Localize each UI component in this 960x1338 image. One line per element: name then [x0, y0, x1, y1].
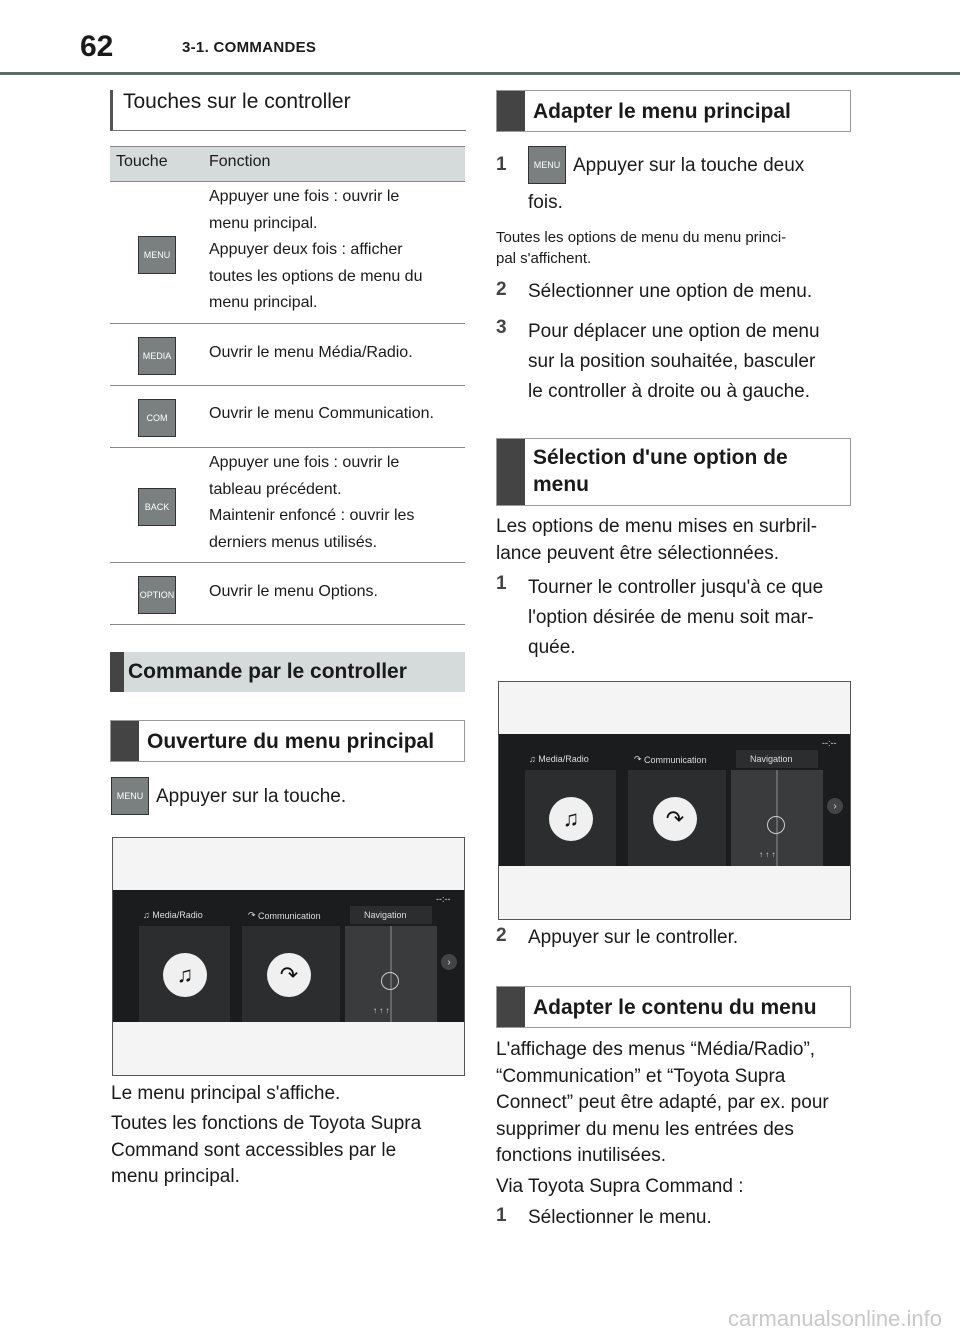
position-marker-icon [381, 972, 399, 990]
tab-navigation [736, 750, 818, 768]
tile-media [139, 926, 230, 1022]
page-number: 62 [80, 30, 114, 63]
com-key-icon: COM [138, 399, 176, 437]
section-ouverture-title: Ouverture du menu principal [147, 729, 435, 753]
col-header-touche: Touche [116, 153, 168, 170]
lane-arrows: ↑ ↑ ↑ [373, 1006, 390, 1015]
menu-affiche-text: Le menu principal s'affiche. [111, 1083, 341, 1104]
screenshot-main-menu [112, 837, 465, 1076]
step-text: Appuyer sur la touche deux [573, 155, 805, 176]
tile-navigation-map [731, 770, 823, 866]
section-adapter-menu [496, 90, 851, 132]
lane-arrows: ↑ ↑ ↑ [759, 850, 776, 859]
menu-key-icon: MENU [111, 777, 149, 815]
section-bar [111, 721, 139, 761]
tab-navigation [350, 906, 432, 924]
clock: --:-- [436, 894, 451, 904]
media-key-icon: MEDIA [138, 337, 176, 375]
section-bar [497, 987, 525, 1027]
step-number: 2 [496, 925, 507, 946]
para-line: “Communication” et “Toyota Supra [496, 1065, 786, 1087]
section-selection-title [525, 439, 796, 505]
para-line: lance peuvent être sélectionnées. [496, 542, 780, 564]
menu-key-icon: MENU [528, 146, 566, 184]
title-line: Sélection d'une option de [533, 446, 788, 469]
music-note-icon: ♫ [163, 953, 207, 997]
tile-communication [242, 926, 340, 1022]
tile-communication [628, 770, 726, 866]
fn-line: Appuyer deux fois : afficher [209, 241, 403, 258]
tab-label: Navigation [364, 910, 407, 920]
step-line: le controller à droite ou à gauche. [528, 381, 811, 402]
step-line: sur la position souhaitée, basculer [528, 351, 816, 372]
tab-label: Communication [644, 754, 707, 765]
header-rule [0, 72, 960, 75]
section-ouverture [110, 720, 465, 762]
chevron-right-icon: › [441, 954, 457, 970]
para-line: L'affichage des menus “Média/Radio”, [496, 1039, 816, 1060]
table-bottom-rule [110, 624, 465, 625]
step-text [528, 317, 820, 407]
fn-line: derniers menus utilisés. [209, 533, 378, 551]
step-text-cont: fois. [528, 192, 563, 213]
step-line: quée. [528, 637, 576, 658]
tab-communication [634, 754, 707, 765]
step-line: Tourner le controller jusqu'à ce que [528, 577, 824, 598]
fonctions-paragraph [111, 1111, 421, 1191]
step-number: 2 [496, 279, 507, 300]
para-line: Command sont accessibles par le [111, 1139, 397, 1161]
fn-line: menu principal. [209, 294, 318, 311]
table-row-function: Ouvrir le menu Communication. [209, 405, 434, 422]
section-commande-title: Commande par le controller [128, 660, 407, 683]
para-line: Les options de menu mises en surbril- [496, 516, 818, 537]
phone-icon: ↷ [248, 910, 259, 920]
music-note-icon: ♫ [549, 797, 593, 841]
tab-label: Communication [258, 910, 321, 921]
tab-media-radio [529, 754, 589, 764]
screen-display [499, 734, 850, 866]
phone-icon: ↷ [634, 754, 645, 764]
step-number: 3 [496, 317, 507, 338]
tile-navigation-map [345, 926, 437, 1022]
tab-label: Media/Radio [152, 910, 203, 920]
table-row-function: Ouvrir le menu Options. [209, 583, 378, 600]
position-marker-icon [767, 816, 785, 834]
note-line: pal s'affichent. [496, 250, 592, 267]
note-text [496, 227, 786, 269]
step-text: Sélectionner le menu. [528, 1207, 712, 1228]
table-row-rule [110, 562, 465, 563]
section-adapter-title: Adapter le menu principal [533, 99, 791, 123]
selection-paragraph [496, 514, 817, 567]
option-key-icon: OPTION [138, 576, 176, 614]
section-selection [496, 438, 851, 506]
table-row-rule [110, 323, 465, 324]
chapter-title: 3-1. COMMANDES [182, 39, 317, 56]
step-text: Appuyer sur le controller. [528, 927, 739, 948]
table-header-rule [110, 181, 465, 182]
para-line: supprimer du menu les entrées des [496, 1118, 794, 1140]
section-contenu-title: Adapter le contenu du menu [533, 995, 817, 1019]
section-bar [497, 91, 525, 131]
table-row-rule [110, 385, 465, 386]
table-row-rule [110, 447, 465, 448]
para-line: fonctions inutilisées. [496, 1145, 667, 1166]
phone-icon: ↷ [267, 953, 311, 997]
table-row-function [209, 450, 414, 556]
step-text [528, 573, 823, 663]
fn-line: tableau précédent. [209, 480, 342, 498]
table-row-function: Ouvrir le menu Média/Radio. [209, 344, 413, 361]
watermark: carmanualsonline.info [727, 1306, 942, 1331]
fn-line: Maintenir enfoncé : ouvrir les [209, 507, 415, 524]
tab-media-radio [143, 910, 203, 920]
note-line: Toutes les options de menu du menu princi- [496, 229, 787, 246]
col-header-fonction: Fonction [209, 153, 271, 170]
appuyer-touche-text: Appuyer sur la touche. [156, 786, 347, 807]
para-line: Toutes les fonctions de Toyota Supra [111, 1113, 422, 1134]
section-commande [110, 652, 465, 692]
tab-label: Media/Radio [538, 754, 589, 764]
tile-media [525, 770, 616, 866]
menu-key-icon: MENU [138, 236, 176, 274]
phone-icon: ↷ [653, 797, 697, 841]
tab-communication [248, 910, 321, 921]
chevron-right-icon: › [827, 798, 843, 814]
fn-line: toutes les options de menu du [209, 267, 423, 285]
para-line: Connect” peut être adapté, par ex. pour [496, 1092, 829, 1113]
step-number: 1 [496, 1205, 507, 1226]
clock: --:-- [822, 738, 837, 748]
via-text: Via Toyota Supra Command : [496, 1176, 744, 1197]
section-bar [497, 439, 525, 505]
step-line: Pour déplacer une option de menu [528, 321, 820, 342]
tab-label: Navigation [750, 754, 793, 764]
screenshot-select-option [498, 681, 851, 920]
step-line: l'option désirée de menu soit mar- [528, 607, 814, 628]
step-text: Sélectionner une option de menu. [528, 281, 813, 302]
fn-line: menu principal. [209, 214, 318, 232]
fn-line: Appuyer une fois : ouvrir le [209, 188, 400, 205]
screen-display [113, 890, 464, 1022]
music-note-icon: ♫ [143, 910, 153, 920]
music-note-icon: ♫ [529, 754, 539, 764]
section-touches [110, 90, 466, 131]
step-number: 1 [496, 154, 507, 175]
fn-line: Appuyer une fois : ouvrir le [209, 454, 400, 471]
section-touches-title: Touches sur le controller [123, 90, 351, 113]
table-header [110, 147, 465, 181]
table-row-function [209, 184, 422, 317]
step-number: 1 [496, 573, 507, 594]
section-contenu [496, 986, 851, 1028]
back-key-icon: BACK [138, 488, 176, 526]
contenu-paragraph [496, 1037, 829, 1170]
para-line: menu principal. [111, 1166, 240, 1187]
title-line: menu [533, 473, 590, 496]
